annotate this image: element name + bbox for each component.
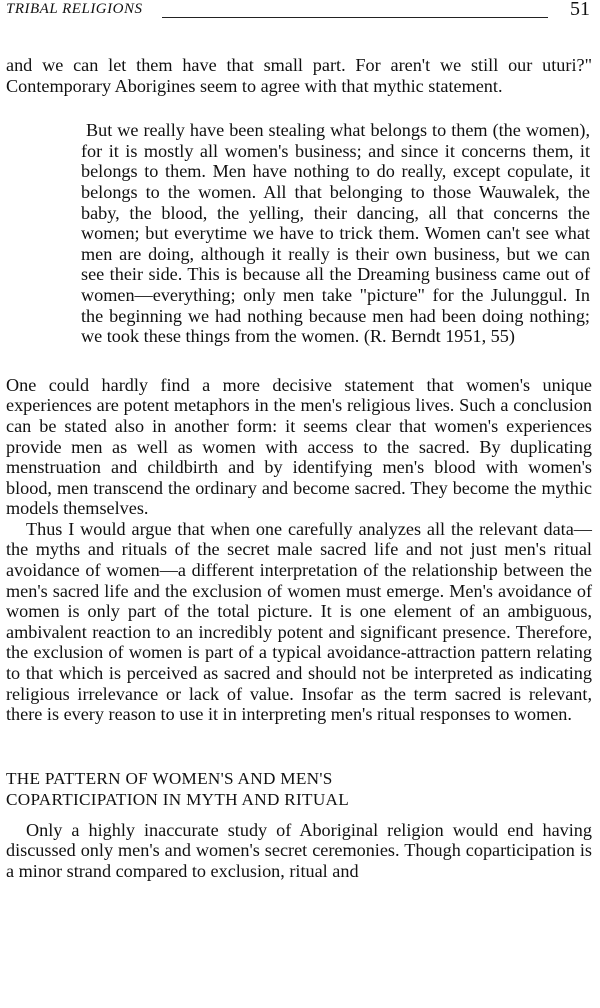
paragraph-interpretation: Thus I would argue that when one carefully analyzes all the relevant data—the myths and rituals of the secret male sacred life and not just men's ritual avoidance of women—a different interpretation of the relationship between the men's sacred life and the exclusion of women must emerge. Men's avoidance of women is only part of the total picture. It is one element of an ambiguous, ambivalent reaction to an incredibly potent and significant presence. Therefore, the exclusion of women is part of a typical avoidance-attraction pattern relating to that which is perceived as sacred and should not be interpreted as indicating religious irrelevance or lack of value. Insofar as the term sacred is relevant, there is every reason to use it in interpreting men's ritual responses to women. (6, 518, 592, 725)
body-text (6, 55, 592, 882)
block-quote: But we really have been stealing what belongs to them (the women), for it is mostly all women's business; and since it concerns them, it belongs to them. Men have nothing to do really, except copulate, it belongs to the women. All that belonging to those Wauwalek, the baby, the blood, the yelling, their dancing, all that concerns the women; but everytime we have to trick them. Women can't see what men are doing, although it really is their own business, but we can see their side. This is because all the Dreaming business came out of women—everything; only men take "picture" for the Julunggul. In the beginning we had nothing because men had been doing nothing; we took these things from the women. (R. Berndt 1951, 55) (81, 120, 590, 347)
paragraph-coparticipation: Only a highly inaccurate study of Aboriginal religion would end having discussed only men's and women's secret ceremonies. Though coparticipation is a minor strand compared to exclusion, ritual and (6, 819, 592, 881)
running-head-rule (162, 17, 548, 18)
paragraph-continued: and we can let them have that small part. For aren't we still our uturi?" Contemporary Aborigines seem to agree with that mythic statement. (6, 55, 592, 96)
page-number: 51 (570, 0, 590, 20)
section-heading-line-2: COPARTICIPATION IN MYTH AND RITUAL (6, 789, 350, 809)
running-head-title: TRIBAL RELIGIONS (6, 1, 143, 17)
section-heading-line-1: THE PATTERN OF WOMEN'S AND MEN'S (6, 768, 333, 788)
running-head (6, 0, 592, 26)
paragraph-decisive-statement: One could hardly find a more decisive statement that women's unique experiences are potent metaphors in the men's religious lives. Such a conclusion can be stated also in another form: it seems clear that women's experiences provide men as well as women with access to the sacred. By duplicating menstruation and childbirth and by identifying men's blood with women's blood, men transcend the ordinary and become sacred. They become the mythic models themselves. (6, 374, 592, 519)
section-heading (6, 768, 592, 810)
